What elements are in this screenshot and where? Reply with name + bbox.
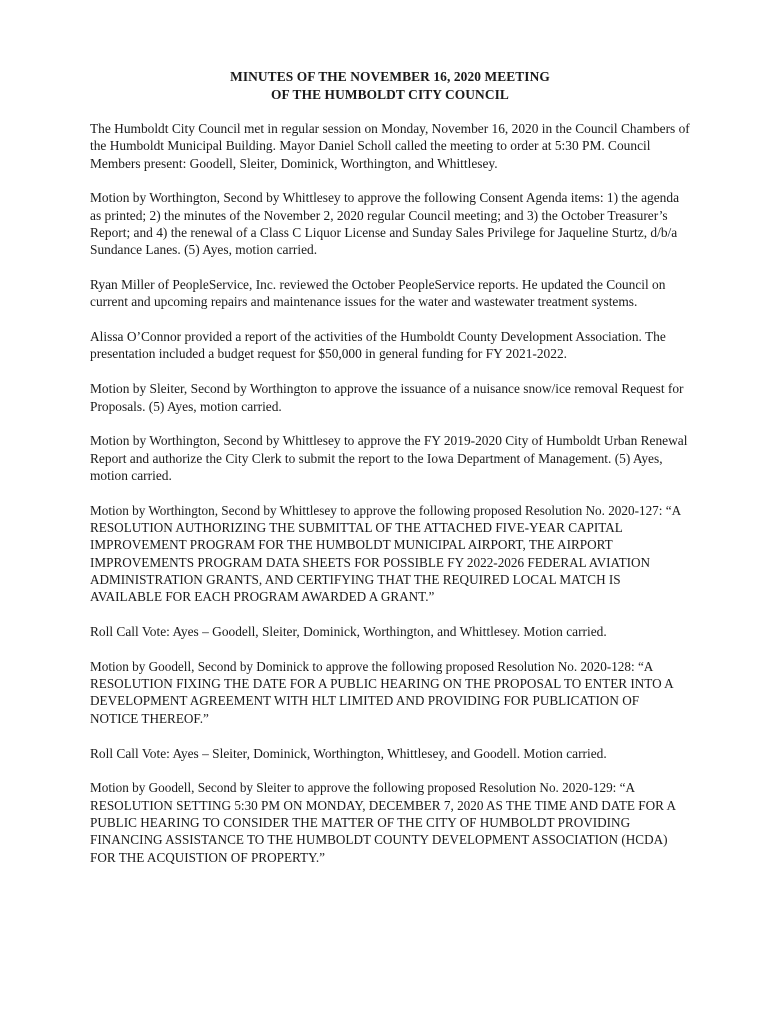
paragraph-roll-call-1: Roll Call Vote: Ayes – Goodell, Sleiter, Dominick, Worthington, and Whittlesey. Motion carried. — [90, 624, 607, 640]
paragraph-resolution-2020-128: Motion by Goodell, Second by Dominick to approve the following proposed Resolution No. 2020-128: “A RESOLUTION FIXING THE DATE FOR A PUBLIC HEARING ON THE PROPOSAL TO ENTER INTO A DEVELOPMENT AGREEMENT WITH HLT LIMITED AND PROVIDING FOR PUBLICATION OF NOTICE THEREOF.” — [90, 658, 673, 726]
title-line-1: MINUTES OF THE NOVEMBER 16, 2020 MEETING — [230, 69, 550, 84]
paragraph-resolution-2020-129: Motion by Goodell, Second by Sleiter to approve the following proposed Resolution No. 2020-129: “A RESOLUTION SETTING 5:30 PM ON MONDAY, DECEMBER 7, 2020 AS THE TIME AND DATE FOR A PUBLIC HEARING TO CONSIDER THE MATTER OF THE CITY OF HUMBOLDT PROVIDING FINANCING ASSISTANCE TO THE HUMBOLDT COUNTY DEVELOPMENT ASSOCIATION (HCDA) FOR THE ACQUISTION OF PROPERTY.” — [90, 780, 676, 865]
paragraph-resolution-2020-127: Motion by Worthington, Second by Whittlesey to approve the following proposed Resolution No. 2020-127: “A RESOLUTION AUTHORIZING THE SUBMITTAL OF THE ATTACHED FIVE-YEAR CAPITAL IMPROVEMENT PROGRAM FOR THE HUMBOLDT MUNICIPAL AIRPORT, THE AIRPORT IMPROVEMENTS PROGRAM DATA SHEETS FOR POSSIBLE FY 2022-2026 FEDERAL AVIATION ADMINISTRATION GRANTS, AND CERTIFYING THAT THE REQUIRED LOCAL MATCH IS AVAILABLE FOR EACH PROGRAM AWARDED A GRANT.” — [90, 502, 681, 605]
paragraph-urban-renewal-motion: Motion by Worthington, Second by Whittlesey to approve the FY 2019-2020 City of Humboldt Urban Renewal Report and authorize the City Clerk to submit the report to the Iowa Department of Management. (5) Ayes, motion carried. — [90, 433, 688, 483]
paragraph-consent-agenda: Motion by Worthington, Second by Whittlesey to approve the following Consent Agenda items: 1) the agenda as printed; 2) the minutes of the November 2, 2020 regular Council meeting; and 3) the October Treasurer’s Report; and 4) the renewal of a Class C Liquor License and Sunday Sales Privilege for Jaqueline Sturtz, d/b/a Sundance Lanes. (5) Ayes, motion carried. — [90, 190, 680, 258]
paragraph-roll-call-2: Roll Call Vote: Ayes – Sleiter, Dominick, Worthington, Whittlesey, and Goodell. Motion carried. — [90, 745, 607, 761]
paragraph-snow-removal-motion: Motion by Sleiter, Second by Worthington to approve the issuance of a nuisance snow/ice removal Request for Proposals. (5) Ayes, motion carried. — [90, 381, 684, 414]
paragraph-call-to-order: The Humboldt City Council met in regular session on Monday, November 16, 2020 in the Council Chambers of the Humboldt Municipal Building. Mayor Daniel Scholl called the meeting to order at 5:30 PM. Council Members present: Goodell, Sleiter, Dominick, Worthington, and Whittlesey. — [90, 121, 690, 171]
title-line-2: OF THE HUMBOLDT CITY COUNCIL — [271, 86, 509, 102]
paragraph-hcda-report: Alissa O’Connor provided a report of the activities of the Humboldt County Development Association. The presentation included a budget request for $50,000 in general funding for FY 2021-2022. — [90, 329, 666, 362]
paragraph-peopleservice-report: Ryan Miller of PeopleService, Inc. reviewed the October PeopleService reports. He updated the Council on current and upcoming repairs and maintenance issues for the water and wastewater treatment systems. — [90, 277, 666, 310]
document-title — [90, 68, 690, 103]
document-page — [90, 68, 690, 883]
